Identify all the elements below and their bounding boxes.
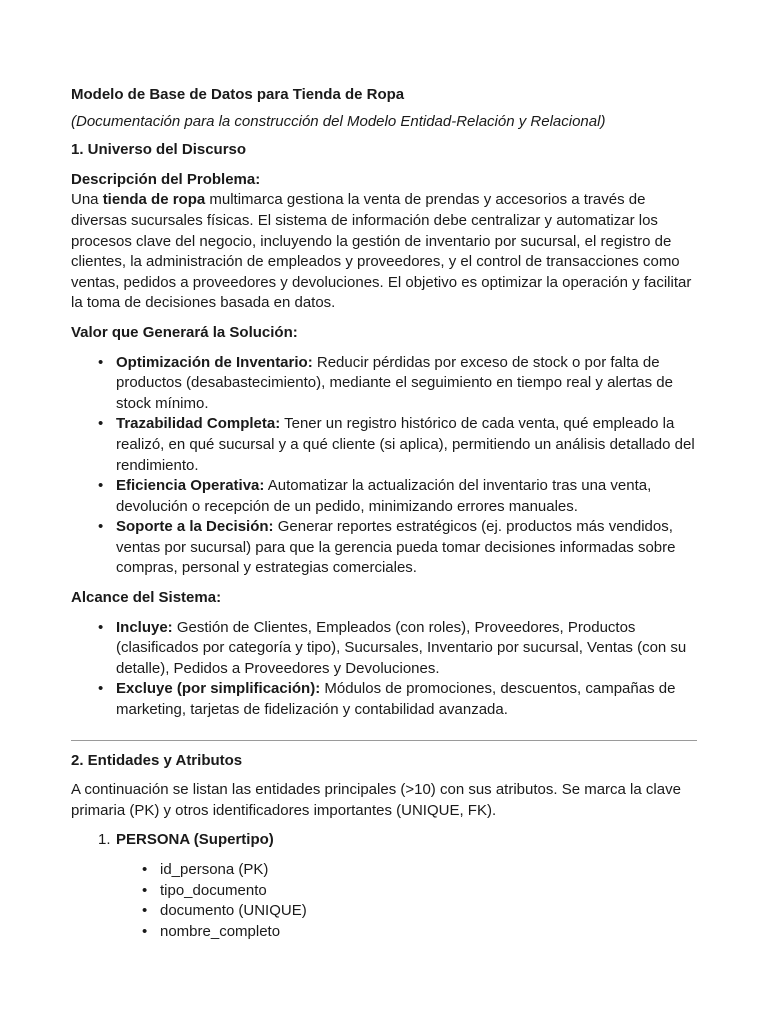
scope-list	[71, 618, 697, 721]
list-item-bold: Soporte a la Decisión:	[116, 518, 274, 536]
attribute-list	[116, 860, 697, 942]
entity-item	[98, 830, 697, 942]
list-item	[116, 414, 697, 476]
entity-name: PERSONA (Supertipo)	[116, 831, 274, 849]
problem-pre: Una	[71, 191, 103, 209]
section-2-intro: A continuación se listan las entidades principales (>10) con sus atributos. Se marca la clave primaria (PK) y otros identificadores importantes (UNIQUE, FK).	[71, 781, 681, 819]
section-1-heading: 1. Universo del Discurso	[71, 141, 247, 159]
list-item-text: Módulos de promociones, descuentos, campañas de marketing, tarjetas de fidelización y contabilidad avanzada.	[116, 680, 676, 719]
list-item-text: Gestión de Clientes, Empleados (con roles), Proveedores, Productos (clasificados por categoría y tipo), Sucursales, Inventario por sucursal, Ventas (con su detalle), Pedidos a Proveedores y Devoluciones.	[116, 618, 687, 677]
value-list	[71, 353, 697, 580]
list-item	[116, 618, 697, 680]
entity-list	[71, 830, 697, 942]
section-2-heading: 2. Entidades y Atributos	[71, 751, 243, 769]
problem-bold: tienda de ropa	[102, 191, 206, 209]
list-item	[116, 679, 697, 720]
list-item-bold: Optimización de Inventario:	[116, 353, 313, 371]
entity-number: 1.	[98, 831, 111, 849]
attribute-item: • id_persona (PK)	[160, 860, 697, 881]
problem-heading: Descripción del Problema:	[71, 170, 261, 188]
list-item-text: Automatizar la actualización del inventario tras una venta, devolución o recepción de un pedido, minimizando errores manuales.	[116, 477, 652, 515]
list-item-text: Reducir pérdidas por exceso de stock o por falta de productos (desabastecimiento), mediante el seguimiento en tiempo real y alertas de stock mínimo.	[116, 353, 673, 412]
problem-paragraph	[71, 190, 697, 314]
document-title: Modelo de Base de Datos para Tienda de Ropa	[71, 86, 405, 103]
scope-heading: Alcance del Sistema:	[71, 589, 222, 607]
attribute-item: • nombre_completo	[160, 922, 697, 943]
list-item-text: Tener un registro histórico de cada venta, qué empleado la realizó, en qué sucursal y a qué cliente (si aplica), permitiendo un análisis detallado del rendimiento.	[116, 415, 695, 474]
document-subtitle: (Documentación para la construcción del Modelo Entidad-Relación y Relacional)	[71, 112, 606, 130]
list-item-bold: Eficiencia Operativa:	[116, 477, 265, 495]
list-item-text: Generar reportes estratégicos (ej. productos más vendidos, ventas por sucursal) para que la gerencia pueda tomar decisiones informadas sobre compras, personal y estrategias comerciales.	[116, 518, 676, 577]
list-item-bold: Excluye (por simplificación):	[116, 680, 321, 698]
section-divider	[71, 740, 697, 741]
list-item	[116, 476, 697, 517]
list-item-bold: Incluye:	[116, 618, 173, 636]
list-item	[116, 353, 697, 415]
list-item	[116, 517, 697, 579]
value-heading: Valor que Generará la Solución:	[71, 323, 298, 341]
attribute-item: • tipo_documento	[160, 881, 697, 902]
list-item-bold: Trazabilidad Completa:	[116, 415, 281, 433]
problem-text: multimarca gestiona la venta de prendas y accesorios a través de diversas sucursales físicas. El sistema de información debe centralizar y automatizar los procesos clave del negocio, incluyendo la gestión de inventario por sucursal, el registro de clientes, la administración de empleados y proveedores, y el control de transacciones como ventas, pedidos a proveedores y devoluciones. El objetivo es optimizar la operación y facilitar la toma de decisiones basada en datos.	[71, 191, 692, 312]
attribute-item: • documento (UNIQUE)	[160, 901, 697, 922]
